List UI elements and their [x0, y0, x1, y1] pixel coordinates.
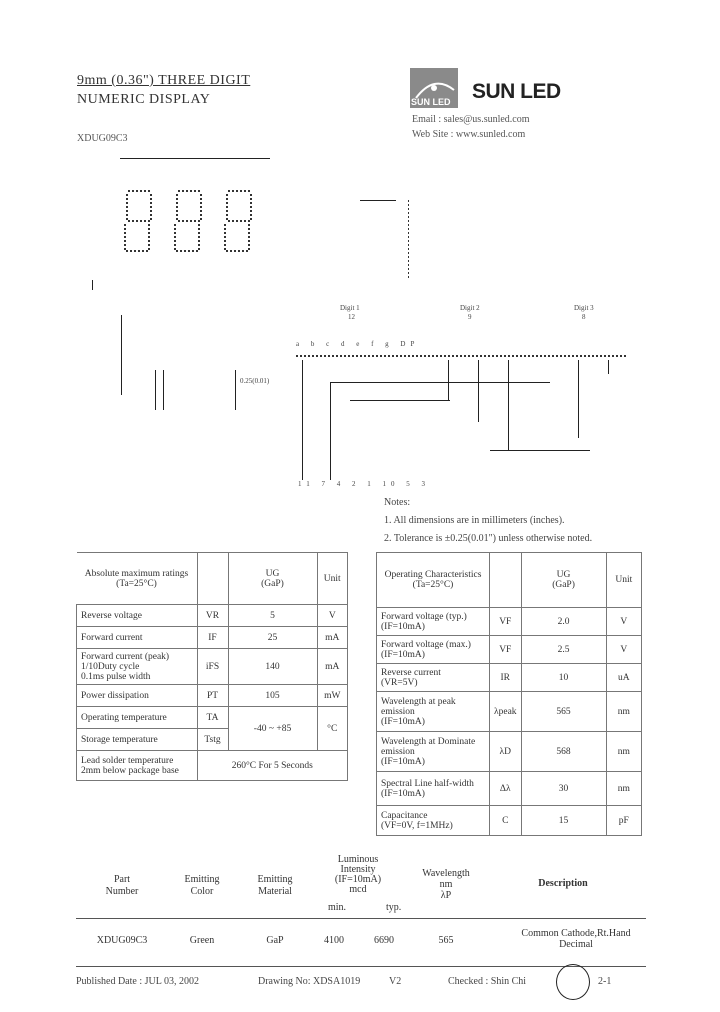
op-char-table: Operating Characteristics (Ta=25°C) UG (GaP) Unit Forward voltage (typ.) (IF=10mA) VF 2.0 V Forward voltage (max.) (IF=10mA) VF 2.5 V Reverse current (VR=5V) IR 10 uA Wavelength at peak emission (IF=10mA) λpeak 565 nm Wavelength at Dominate emission (IF=10mA) λD 568 nm Spectral Line half-width (IF=10mA) Δλ 30 nm Capacitance (VF=0V, f=1MHz) C 15 pF [376, 552, 642, 836]
col-part-number: Part Number [105, 874, 139, 897]
row-material: GaP [266, 935, 284, 946]
published-date: Published Date : JUL 03, 2002 [76, 976, 199, 987]
col-wavelength: Wavelength nm λP [422, 868, 470, 901]
table-row: Forward voltage (typ.) (IF=10mA) VF 2.0 V [377, 608, 642, 636]
row-wavelength: 565 [438, 935, 454, 946]
page-number: 2-1 [598, 976, 612, 987]
part-code: XDUG09C3 [77, 133, 128, 144]
solder-value: 260°C For 5 Seconds [197, 751, 348, 781]
table-row: Operating temperature TA -40 ~ +85 °C [77, 707, 348, 729]
abs-max-unit-head: Unit [317, 553, 348, 605]
bottom-view-drawing [85, 290, 315, 430]
op-char-col: UG [556, 570, 571, 580]
approval-stamp [556, 964, 590, 1000]
col-emitting-material: Emitting Material [257, 874, 293, 897]
version: V2 [389, 976, 402, 987]
checked-by: Checked : Shin Chi [448, 976, 527, 987]
logo-badge-text: SUN LED [411, 97, 451, 107]
table-row: Reverse voltage VR 5 V [77, 605, 348, 627]
digit-number-2: 9 [468, 313, 472, 321]
pin-row-bottom: 11 7 4 2 1 10 5 3 [298, 480, 430, 488]
digit-number-3: 8 [582, 313, 586, 321]
table-row: Forward current IF 25 mA [77, 627, 348, 649]
notes-line1: 1. All dimensions are in millimeters (inches). [384, 515, 565, 526]
row-lum-typ: 6690 [374, 935, 394, 946]
table-row: Wavelength at Dominate emission (IF=10mA) λD 568 nm [377, 732, 642, 772]
op-char-head: Operating Characteristics (Ta=25°C) [377, 553, 490, 608]
title-line2: NUMERIC DISPLAY [77, 92, 211, 107]
table-row: Reverse current (VR=5V) IR 10 uA [377, 664, 642, 692]
col-emitting-color: Emitting Color [184, 874, 220, 897]
table-row: Power dissipation PT 105 mW [77, 685, 348, 707]
digit-label-2: Digit 2 [460, 304, 480, 312]
table-row: Lead solder temperature 2mm below package base 260°C For 5 Seconds [77, 751, 348, 781]
part-selection [76, 855, 646, 955]
footer-divider [76, 966, 646, 967]
col-description: Description [538, 878, 588, 889]
website[interactable]: Web Site : www.sunled.com [412, 129, 526, 140]
email[interactable]: Email : sales@us.sunled.com [412, 114, 530, 125]
abs-max-col: UG [265, 568, 280, 579]
circuit-diagram [290, 300, 635, 495]
table-row: Wavelength at peak emission (IF=10mA) λpeak 565 nm [377, 692, 642, 732]
row-lum-min: 4100 [324, 935, 344, 946]
abs-max-head: Absolute maximum ratings (Ta=25°C) [77, 553, 198, 605]
notes-line2: 2. Tolerance is ±0.25(0.01") unless otherwise noted. [384, 533, 593, 544]
row-description: Common Cathode,Rt.Hand Decimal [521, 928, 631, 950]
abs-max-table: Absolute maximum ratings (Ta=25°C) UG (GaP) Unit Reverse voltage VR 5 V Forward current IF 25 mA Forward current (peak) 1/10Duty cycle 0.1ms pulse width iFS 140 mA Power dissipation PT 105 mW Operating temperature TA -40 ~ +85 °C Storage temperature Tstg Lead solder temperature 2mm below package base 260°C For 5 Seconds [76, 552, 348, 781]
pin-row-top: a b c d e f g DP [296, 340, 420, 348]
col-lum-min: min. [328, 902, 347, 913]
op-char-unit-head: Unit [606, 553, 641, 608]
side-view-drawing [360, 170, 420, 280]
drawing-number: Drawing No: XDSA1019 [258, 976, 361, 987]
table-row: Forward current (peak) 1/10Duty cycle 0.1ms pulse width iFS 140 mA [77, 649, 348, 685]
pitch-dimension: 0.25(0.01) [240, 377, 270, 385]
table-row: Spectral Line half-width (IF=10mA) Δλ 30 nm [377, 772, 642, 806]
table-row: Storage temperature Tstg [77, 729, 348, 751]
brand-name: SUN LED [472, 80, 561, 103]
col-lum-typ: typ. [386, 902, 402, 913]
title-line1: 9mm (0.36") THREE DIGIT [77, 73, 251, 88]
digit-number-1: 12 [348, 313, 355, 321]
table-row: Forward voltage (max.) (IF=10mA) VF 2.5 V [377, 636, 642, 664]
notes-heading: Notes: [384, 497, 411, 508]
digit-label-1: Digit 1 [340, 304, 360, 312]
front-view-drawing [80, 150, 310, 310]
row-part-number: XDUG09C3 [96, 935, 148, 946]
sunled-logo [410, 68, 458, 108]
table-row: Capacitance (VF=0V, f=1MHz) C 15 pF [377, 806, 642, 836]
row-color: Green [189, 935, 215, 946]
digit-label-3: Digit 3 [574, 304, 594, 312]
col-luminous-intensity: Luminous Intensity (IF=10mA) mcd [334, 854, 382, 895]
